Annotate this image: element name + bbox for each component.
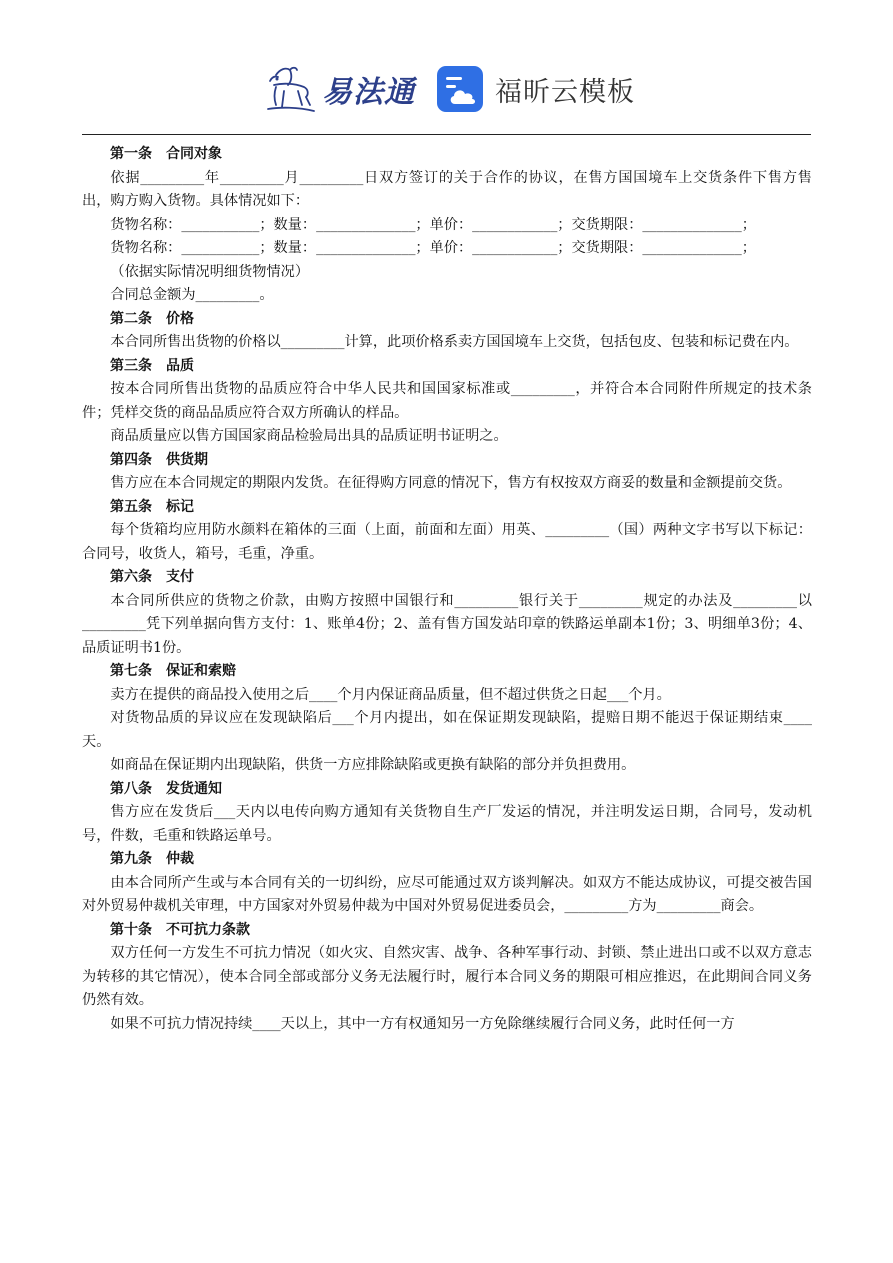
header [0, 58, 893, 128]
paragraph: 每个货箱均应用防水颜料在箱体的三面（上面，前面和左面）用英、_________（国）两种文字书写以下标记：合同号，收货人，箱号，毛重，净重。 [82, 522, 812, 562]
yifatong-logo-text: 易法通 [322, 75, 415, 110]
paragraph: 由本合同所产生或与本合同有关的一切纠纷，应尽可能通过双方谈判解决。如双方不能达成协议，可提交被告国对外贸易仲裁机关审理，中方国家对外贸易仲裁为中国对外贸易促进委员会，_________方为_________商会。 [82, 874, 812, 914]
section-heading: 第十条 不可抗力条款 [110, 921, 250, 938]
fuxin-logo-text: 福昕云模板 [495, 76, 635, 108]
paragraph: 依据_________年_________月_________日双方签订的关于合作的协议，在售方国国境车上交货条件下售方售出，购方购入货物。具体情况如下： [82, 169, 812, 209]
paragraph: 对货物品质的异议应在发现缺陷后___个月内提出，如在保证期发现缺陷，提赔日期不能迟于保证期结束____天。 [82, 710, 812, 750]
paragraph: 双方任何一方发生不可抗力情况（如火灾、自然灾害、战争、各种军事行动、封锁、禁止进出口或不以双方意志为转移的其它情况），使本合同全部或部分义务无法履行时，履行本合同义务的期限可相应推迟，在此期间合同义务仍然有效。 [82, 945, 812, 1008]
section-heading: 第八条 发货通知 [110, 780, 222, 797]
section-heading: 第六条 支付 [110, 569, 194, 585]
section-heading: 第九条 仲裁 [110, 851, 194, 867]
contract-body [82, 143, 812, 1036]
section-heading: 第二条 价格 [110, 310, 194, 327]
paragraph: 合同总金额为_________。 [110, 287, 274, 303]
paragraph: 商品质量应以售方国国家商品检验局出具的品质证明书证明之。 [110, 428, 508, 444]
paragraph: 售方应在本合同规定的期限内发货。在征得购方同意的情况下，售方有权按双方商妥的数量和金额提前交货。 [110, 475, 792, 491]
paragraph: 售方应在发货后___天内以电传向购方通知有关货物自生产厂发运的情况，并注明发运日期，合同号，发动机号，件数，毛重和铁路运单号。 [82, 804, 812, 844]
horse-emblem-icon [262, 61, 318, 117]
paragraph: 按本合同所售出货物的品质应符合中华人民共和国国家标准或_________，并符合本合同附件所规定的技术条件；凭样交货的商品品质应符合双方所确认的样品。 [82, 381, 812, 421]
section-heading: 第五条 标记 [110, 498, 194, 515]
yifatong-logo [262, 58, 415, 120]
paragraph: 如商品在保证期内出现缺陷，供货一方应排除缺陷或更换有缺陷的部分并负担费用。 [110, 757, 636, 773]
fuxin-logo [435, 62, 635, 116]
section-heading: 第一条 合同对象 [110, 146, 222, 162]
section-heading: 第四条 供货期 [110, 451, 208, 468]
paragraph: 本合同所供应的货物之价款，由购方按照中国银行和_________银行关于_________规定的办法及_________以_________凭下列单据向售方支付：1、账单4份；2、盖有售方国发站印章的铁路运单副本1份；3、明细单3份；4、品质证明书1份。 [82, 592, 812, 656]
paragraph: 卖方在提供的商品投入使用之后____个月内保证商品质量，但不超过供货之日起___个月。 [110, 686, 671, 703]
cloud-document-icon [435, 64, 485, 114]
section-heading: 第七条 保证和索赔 [110, 663, 236, 679]
paragraph: 如果不可抗力情况持续____天以上，其中一方有权通知另一方免除继续履行合同义务，此时任何一方 [110, 1015, 735, 1032]
paragraph: （依据实际情况明细货物情况） [110, 263, 310, 280]
paragraph: 本合同所售出货物的价格以_________计算，此项价格系卖方国国境车上交货，包括包皮、包装和标记费在内。 [110, 334, 799, 350]
paragraph: 货物名称：___________；数量：______________；单价：____________；交货期限：______________； [110, 240, 756, 256]
header-divider [82, 134, 811, 135]
paragraph: 货物名称：___________；数量：______________；单价：____________；交货期限：______________； [110, 216, 756, 233]
section-heading: 第三条 品质 [110, 357, 194, 374]
